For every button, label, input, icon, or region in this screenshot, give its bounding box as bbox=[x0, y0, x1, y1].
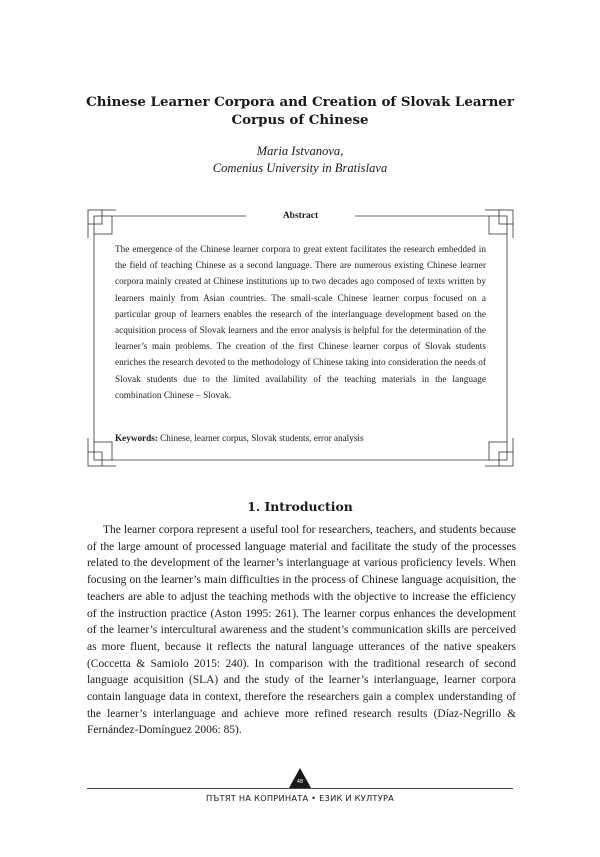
paper-title bbox=[0, 93, 600, 129]
author-block bbox=[0, 143, 600, 177]
author-affiliation: Comenius University in Bratislava bbox=[212, 161, 388, 175]
keywords-list: Chinese, learner corpus, Slovak students, error analysis bbox=[160, 433, 364, 443]
page-number: 48 bbox=[296, 779, 304, 785]
keywords-label: Keywords: bbox=[115, 433, 158, 443]
keywords bbox=[115, 430, 486, 446]
introduction-paragraph: The learner corpora represent a useful tool for researchers, teachers, and students because of the large amount of processed language material and facilitate the study of the processes related to the development of the learner’s interlanguage at various proficiency levels. When focusing on the learner’s main difficulties in the process of Chinese language acquisition, the teachers are able to adjust the teaching methods with the objective to increase the efficiency of the instruction practice (Aston 1995: 261). The learner corpus enhances the development of the learner’s intercultural awareness and the student’s communication skills are perceived as more fluent, because it reflects the natural language utterances of the native speakers (Coccetta & Samiolo 2015: 240). In comparison with the traditional research of second language acquisition (SLA) and the study of the learner’s interlanguage, learner corpora contain language data in context, therefore the researchers gain a complex understanding of the learner’s interlanguage and achieve more refined research results (Díaz-Negrillo & Fernández-Domínguez 2006: 85). bbox=[87, 524, 516, 737]
author-name: Maria Istvanova, bbox=[256, 144, 344, 158]
abstract-text: The emergence of the Chinese learner corpora to great extent facilitates the research embedded in the field of teaching Chinese as a second language. There are numerous existing Chinese learner corpora mainly created at Chinese institutions up to two decades ago composed of texts written by learners mainly from Asian countries. The small-scale Chinese learner corpus focused on a particular group of learners enables the research of the interlanguage development based on the acquisition process of Slovak learners and the error analysis is helpful for the determination of the learner’s main problems. The creation of the first Chinese learner corpus of Slovak students enriches the research devoted to the methodology of Chinese taking into consideration the needs of Slovak students due to the limited availability of the teaching materials in the language combination Chinese – Slovak. bbox=[115, 244, 486, 400]
corner-ornament-bottom-left bbox=[88, 438, 116, 466]
paper-title-line-1: Chinese Learner Corpora and Creation of Slovak Learner bbox=[86, 94, 514, 110]
section-heading-introduction: 1. Introduction bbox=[247, 499, 353, 514]
abstract-box bbox=[86, 208, 515, 468]
abstract-heading: Abstract bbox=[86, 211, 515, 221]
footer-rule bbox=[87, 788, 513, 789]
paper-title-line-2: Corpus of Chinese bbox=[231, 112, 369, 128]
journal-name: ПЪТЯТ НА КОПРИНАТА • ЕЗИК И КУЛТУРА bbox=[205, 793, 395, 803]
corner-ornament-bottom-right bbox=[485, 438, 513, 466]
page-number-badge bbox=[289, 768, 311, 793]
